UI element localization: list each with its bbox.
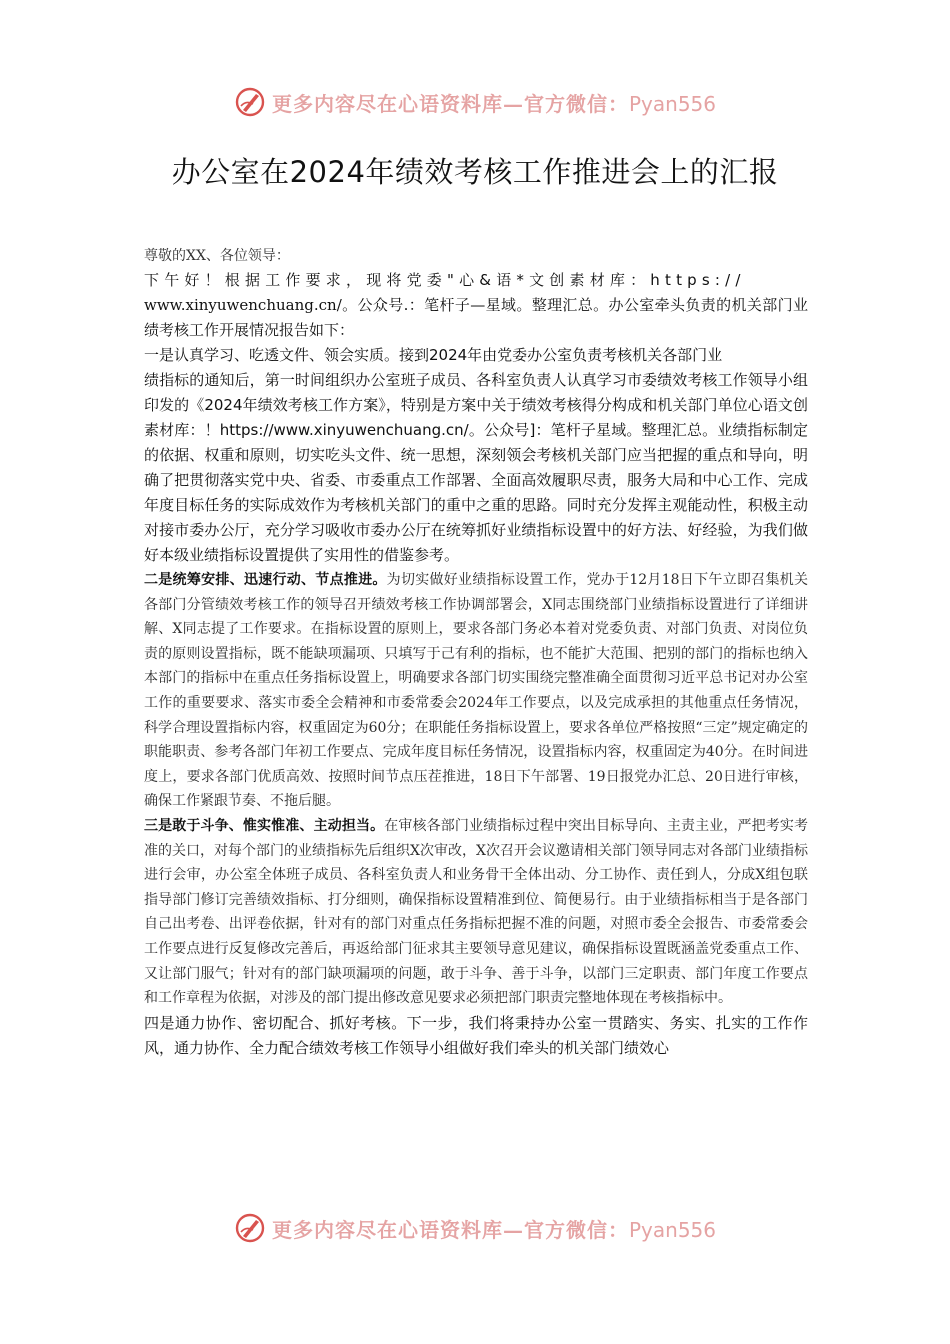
wechat-id: Pyan556 [628, 1217, 716, 1242]
watermark-text: 更多内容尽在心语资料库—官方微信：Pyan556 [271, 91, 716, 116]
section-2-paragraph [144, 568, 808, 814]
watermark-text: 更多内容尽在心语资料库—官方微信：Pyan556 [271, 1217, 716, 1242]
pen-logo-icon [234, 1212, 266, 1244]
document-body [144, 244, 808, 1061]
wechat-id: Pyan556 [628, 91, 716, 116]
salutation: 尊敬的XX、各位领导： [144, 248, 290, 264]
section-2-lead: 二是统筹安排、迅速行动、节点推进。 [144, 572, 387, 588]
section-1-paragraph [144, 343, 808, 568]
document-title: 办公室在2024年绩效考核工作推进会上的汇报 [171, 155, 779, 189]
intro-paragraph [144, 268, 808, 343]
intro-rest: www.xinyuwenchuang.cn/。公众号.：笔杆子—星域。整理汇总。办公室牵头负责的机关部门业绩考核工作开展情况报告如下： [144, 296, 808, 339]
section-4-paragraph: 四是通力协作、密切配合、抓好考核。下一步，我们将秉持办公室一贯踏实、务实、扎实的工作作风，通力协作、全力配合绩效考核工作领导小组做好我们牵头的机关部门绩效心 [144, 1013, 808, 1057]
pen-logo-icon [234, 86, 266, 118]
footer-watermark-banner [0, 1208, 950, 1248]
section-3-paragraph [144, 814, 808, 1011]
intro-first-line: 下午好！根据工作要求，现将党委"心&语*文创素材库：https:// [144, 271, 746, 289]
section-1-first-line: 一是认真学习、吃透文件、领会实质。接到2024年由党委办公室负责考核机关各部门业 [144, 346, 723, 364]
section-2-body: 为切实做好业绩指标设置工作，党办于12月18日下午立即召集机关各部门分管绩效考核工作的领导召开绩效考核工作协调部署会，X同志围绕部门业绩指标设置进行了详细讲解、X同志提了工作要求。在指标设置的原则上，要求各部门务必本着对党委负责、对部门负责、对岗位负责的原则设置指标，既不能缺项漏项、只填写于己有利的指标，也不能扩大范围、把别的部门的指标也纳入本部门的指标中在重点任务指标设置上，明确要求各部门切实围绕完整准确全面贯彻习近平总书记对办公室工作的重要要求、落实市委全会精神和市委常委会2024年工作要点，以及完成承担的其他重点任务情况，科学合理设置指标内容，权重固定为60分；在职能任务指标设置上，要求各单位严格按照“三定”规定确定的职能职责、参考各部门年初工作要点、完成年度目标任务情况，设置指标内容，权重固定为40分。在时间进度上，要求各部门优质高效、按照时间节点压茬推进，18日下午部署、19日报党办汇总、20日进行审核，确保工作紧跟节奏、不拖后腿。 [144, 572, 808, 810]
header-watermark-banner [0, 82, 950, 122]
section-3-lead: 三是敢于斗争、惟实惟准、主动担当。 [144, 817, 385, 834]
section-3-body: 在审核各部门业绩指标过程中突出目标导向、主责主业，严把考实考准的关口，对每个部门的业绩指标先后组织X次审改，X次召开会议邀请相关部门领导同志对各部门业绩指标进行会审，办公室全体班子成员、各科室负责人和业务骨干全体出动、分工协作、责任到人，分成X组包联指导部门修订完善绩效指标、打分细则，确保指标设置精准到位、简便易行。由于业绩指标相当于是各部门自己出考卷、出评卷依据，针对有的部门对重点任务指标把握不准的问题，对照市委全会报告、市委常委会工作要点进行反复修改完善后，再返给部门征求其主要领导意见建议，确保指标设置既涵盖党委重点工作、又让部门服气；针对有的部门缺项漏项的问题，敢于斗争、善于斗争，以部门三定职责、部门年度工作要点和工作章程为依据，对涉及的部门提出修改意见要求必须把部门职责完整地体现在考核指标中。 [144, 817, 808, 1007]
section-1-rest: 绩指标的通知后，第一时间组织办公室班子成员、各科室负责人认真学习市委绩效考核工作领导小组印发的《2024年绩效考核工作方案》，特别是方案中关于绩效考核得分构成和机关部门单位心语文创素材库：！https://www.xinyuwenchuang.cn/。公众号]：笔杆子星域。整理汇总。业绩指标制定的依据、权重和原则，切实吃头文件、统一思想，深刻领会考核机关部门应当把握的重点和导向，明确了把贯彻落实党中央、省委、市委重点工作部署、全面高效履职尽责，服务大局和中心工作、完成年度目标任务的实际成效作为考核机关部门的重中之重的思路。同时充分发挥主观能动性，积极主动对接市委办公厅，充分学习吸收市委办公厅在统筹抓好业绩指标设置中的好方法、好经验，为我们做好本级业绩指标设置提供了实用性的借鉴参考。 [144, 371, 808, 564]
